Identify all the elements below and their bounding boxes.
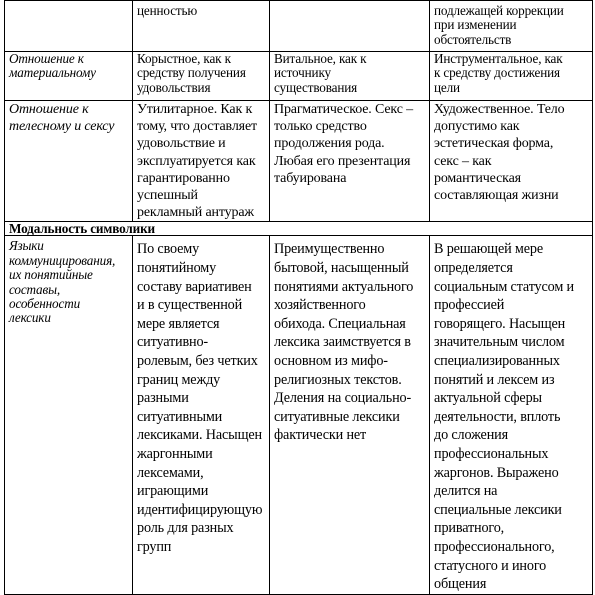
cell-text: подлежащей коррекции xyxy=(434,3,564,18)
cell-text: секс – как xyxy=(434,153,492,169)
cell-material-col4 xyxy=(430,52,593,101)
cell-material-col2 xyxy=(133,52,270,101)
cell-language-col2 xyxy=(133,236,270,594)
cell-text: актуальной сферы xyxy=(434,390,542,407)
cell-text: идентифицирующую xyxy=(137,501,263,518)
cell-language-col4 xyxy=(430,236,593,594)
cell-text: ценностью xyxy=(137,3,198,18)
cell-text: эксплуатируется как xyxy=(137,153,256,169)
cell-text: Преимущественно xyxy=(274,241,385,258)
cell-text: По своему xyxy=(137,241,200,258)
cell-text: жаргонов. Выражено xyxy=(434,464,559,481)
row-label-language xyxy=(5,236,133,594)
cell-text: говорящего. Насыщен xyxy=(434,315,566,332)
cell-text: успешный xyxy=(137,188,198,204)
cell-text: рекламный антураж xyxy=(137,205,254,221)
cell-text: Любая его презентация xyxy=(274,153,411,169)
cell-text: делится на xyxy=(434,483,498,500)
cell-top-label xyxy=(5,1,133,52)
cell-top-col3 xyxy=(270,1,430,52)
cell-text: составы, xyxy=(9,281,61,297)
cell-text: деятельности, вплоть xyxy=(434,408,561,425)
cell-text: понятиями актуального xyxy=(274,278,414,295)
cell-text: Инструментальное, как xyxy=(434,51,563,66)
cell-text: к средству достижения xyxy=(434,65,560,81)
cell-text: жаргонными xyxy=(137,445,213,462)
cell-text: гарантированно xyxy=(137,170,230,186)
cell-text: материальному xyxy=(9,65,96,81)
cell-text: определяется xyxy=(434,260,513,277)
cell-text: бытовой, насыщенный xyxy=(274,260,409,277)
cell-top-col2 xyxy=(133,1,270,52)
cell-text: существования xyxy=(274,79,358,95)
section-header-row xyxy=(5,222,593,236)
cell-text: средству получения xyxy=(137,65,246,81)
cell-text: лексиками. Насыщен xyxy=(137,427,262,444)
cell-text: обстоятельств xyxy=(434,31,512,47)
cell-text: Деления на социально- xyxy=(274,390,412,407)
cell-text: лексемами, xyxy=(137,464,204,481)
cell-text: их понятийные xyxy=(9,267,93,283)
cell-body-col3 xyxy=(270,101,430,222)
cell-text: романтическая xyxy=(434,170,521,186)
cell-text: профессией xyxy=(434,297,505,314)
cell-text: роль для разных xyxy=(137,520,234,537)
cell-text: значительным числом xyxy=(434,334,565,351)
cell-text: составляющая жизни xyxy=(434,188,559,204)
cell-text: Витальное, как к xyxy=(274,51,367,66)
cell-text: разными xyxy=(137,390,189,407)
cell-text: составу вариативен xyxy=(137,278,252,295)
table-row-material xyxy=(5,52,593,101)
cell-text: и в существенной xyxy=(137,297,243,314)
cell-text: только средство xyxy=(274,119,367,135)
cell-body-col4 xyxy=(430,101,593,222)
cell-text: статусного и иного xyxy=(434,557,547,574)
cell-text: социальным статусом и xyxy=(434,278,574,295)
cell-top-col4 xyxy=(430,1,593,52)
cell-text: играющими xyxy=(137,483,209,500)
cell-text: основном из мифо- xyxy=(274,352,388,369)
cell-text: удовольствие и xyxy=(137,136,226,152)
cell-text: фактически нет xyxy=(274,427,367,444)
cell-text: Утилитарное. Как к xyxy=(137,102,253,117)
cell-text: при изменении xyxy=(434,17,517,33)
table-row-body xyxy=(5,101,593,222)
cell-text: обихода. Специальная xyxy=(274,315,406,332)
row-label-body xyxy=(5,101,133,222)
cell-text: лексика заимствуется в xyxy=(274,334,411,351)
cell-text: Отношение к xyxy=(9,51,84,66)
cell-text: телесному и сексу xyxy=(9,119,115,135)
cell-text: групп xyxy=(137,538,172,555)
cell-text: допустимо как xyxy=(434,119,520,135)
cell-text: ролевым, без четких xyxy=(137,352,258,369)
cell-text: удовольствия xyxy=(137,79,211,95)
cell-language-col3 xyxy=(270,236,430,594)
cell-text: мере является xyxy=(137,315,220,332)
cell-text: профессиональных xyxy=(434,445,549,462)
comparison-table xyxy=(4,0,593,595)
cell-text: В решающей мере xyxy=(434,241,543,258)
cell-text: Художественное. Тело xyxy=(434,102,565,117)
cell-text: табуирована xyxy=(274,170,347,186)
row-label-material xyxy=(5,52,133,101)
cell-text: эстетическая форма, xyxy=(434,136,554,152)
cell-text: Корыстное, как к xyxy=(137,51,231,66)
cell-text: религиозных текстов. xyxy=(274,371,402,388)
cell-text: тому, что доставляет xyxy=(137,119,257,135)
cell-text: приватного, xyxy=(434,520,505,537)
cell-text: Языки xyxy=(9,238,44,254)
cell-text: продолжения рода. xyxy=(274,136,385,152)
cell-text: специальные лексики xyxy=(434,501,562,518)
cell-text: границ между xyxy=(137,371,221,388)
cell-text: коммуницирования, xyxy=(9,252,116,268)
cell-text: ситуативными xyxy=(137,408,223,425)
table-row-language xyxy=(5,236,593,594)
section-header-text: Модальность символики xyxy=(9,221,155,236)
cell-text: Прагматическое. Секс – xyxy=(274,102,413,117)
cell-text: ситуативные лексики xyxy=(274,408,400,425)
section-header xyxy=(5,222,593,236)
cell-text: ситуативно- xyxy=(137,334,208,351)
cell-text: общения xyxy=(434,576,487,593)
cell-text: цели xyxy=(434,79,460,95)
cell-text: Отношение к xyxy=(9,102,89,117)
cell-text: лексики xyxy=(9,310,51,326)
cell-material-col3 xyxy=(270,52,430,101)
cell-text: профессионального, xyxy=(434,538,555,555)
cell-text: специализированных xyxy=(434,352,560,369)
cell-text: понятий и лексем из xyxy=(434,371,555,388)
table-row-top xyxy=(5,1,593,52)
cell-body-col2 xyxy=(133,101,270,222)
cell-text: источнику xyxy=(274,65,331,81)
cell-text: до сложения xyxy=(434,427,508,444)
cell-text: особенности xyxy=(9,296,81,312)
cell-text: хозяйственного xyxy=(274,297,366,314)
cell-text: понятийному xyxy=(137,260,217,277)
